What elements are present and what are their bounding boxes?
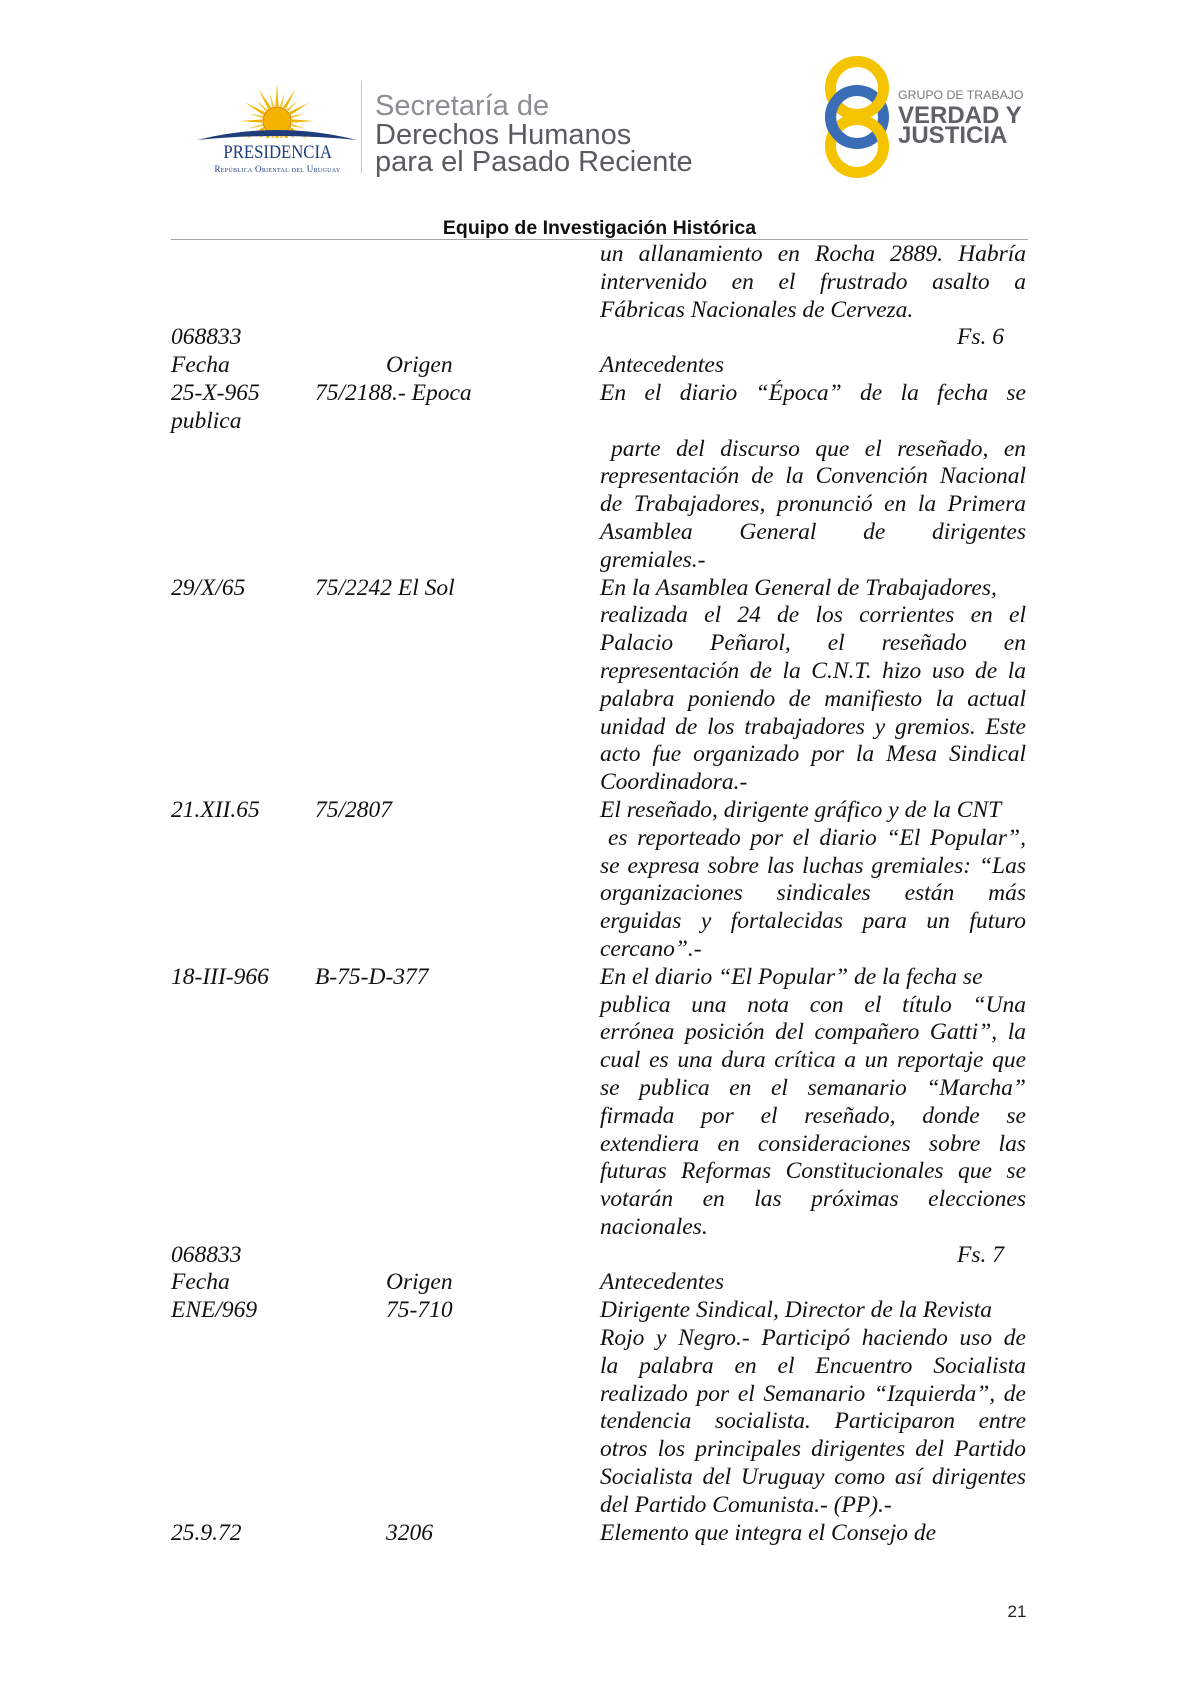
record-line xyxy=(0,658,1190,686)
sun-ray xyxy=(275,84,278,106)
record-line xyxy=(0,1436,1190,1464)
record-line xyxy=(0,1158,1190,1186)
column-heading-origin: Origen xyxy=(386,352,453,379)
record-line xyxy=(0,463,1190,491)
antecedentes-text: En el diario “El Popular” de la fecha se xyxy=(600,963,983,990)
column-heading-background: Antecedentes xyxy=(600,352,724,379)
antecedentes-text: Coordinadora.- xyxy=(600,769,748,796)
antecedentes-text: En el diario “Época” de la fecha se xyxy=(600,379,1026,406)
antecedentes-text: se publica en el semanario “Marcha” xyxy=(600,1074,1026,1101)
antecedentes-text: errónea posición del compañero Gatti”, la xyxy=(600,1019,1026,1046)
folio-number: Fs. 6 xyxy=(957,324,1004,351)
antecedentes-text: organizaciones sindicales están más xyxy=(600,880,1026,907)
record-line xyxy=(0,241,1190,269)
record-line xyxy=(0,1492,1190,1520)
logo-ring-middle-front xyxy=(831,94,844,140)
sun-ray xyxy=(249,124,263,129)
origin-cell: 75/2188.- Epoca xyxy=(315,379,472,406)
team-title: Equipo de Investigación Histórica xyxy=(442,217,757,239)
folio-number: Fs. 7 xyxy=(957,1241,1004,1268)
record-line xyxy=(0,1353,1190,1381)
grupo-line-1: GRUPO DE TRABAJO xyxy=(898,88,1024,102)
record-line xyxy=(0,519,1190,547)
antecedentes-text: futuras Reformas Constitucionales que se xyxy=(600,1158,1026,1185)
record-line xyxy=(0,992,1190,1020)
header-divider xyxy=(361,81,362,173)
record-line xyxy=(0,908,1190,936)
sun-ray xyxy=(270,93,275,107)
record-line xyxy=(0,741,1190,769)
origin-cell: B-75-D-377 xyxy=(315,963,429,990)
record-line xyxy=(0,1381,1190,1409)
verdad-justicia-logo xyxy=(820,52,895,182)
column-headings xyxy=(0,352,1190,380)
column-heading-date: Fecha xyxy=(171,1269,230,1296)
antecedentes-text: se expresa sobre las luchas gremiales: “Las xyxy=(600,852,1026,879)
presidencia-logo xyxy=(195,76,360,146)
record-line xyxy=(0,1408,1190,1436)
antecedentes-text: nacionales. xyxy=(600,1213,708,1240)
date-cell: 25.9.72 xyxy=(171,1519,242,1546)
record-line xyxy=(0,1131,1190,1159)
record-line xyxy=(0,686,1190,714)
record-line xyxy=(0,269,1190,297)
record-line xyxy=(0,825,1190,853)
antecedentes-text: representación de la Convención Nacional xyxy=(600,463,1026,490)
record-line xyxy=(0,297,1190,325)
antecedentes-text: parte del discurso que el reseñado, en xyxy=(611,435,1026,462)
record-line xyxy=(0,1464,1190,1492)
record-line xyxy=(0,547,1190,575)
antecedentes-text: de Trabajadores, pronunció en la Primera xyxy=(600,491,1026,518)
antecedentes-text: palabra poniendo de manifiesto la actual xyxy=(600,685,1026,712)
record-line xyxy=(0,630,1190,658)
presidencia-country: República Oriental del Uruguay xyxy=(214,164,341,174)
antecedentes-text: representación de la C.N.T. hizo uso de la xyxy=(600,657,1026,684)
sun-ray xyxy=(249,114,263,119)
date-cell: 18-III-966 xyxy=(171,963,269,990)
secretaria-line-3: para el Pasado Reciente xyxy=(375,146,693,178)
file-number: 068833 xyxy=(171,1241,242,1268)
antecedentes-text: cercano”.- xyxy=(600,935,702,962)
record-line xyxy=(0,964,1190,992)
antecedentes-text: Elemento que integra el Consejo de xyxy=(600,1519,937,1546)
secretaria-line-2: Derechos Humanos xyxy=(375,119,632,151)
antecedentes-text: Rojo y Negro.- Participó haciendo uso de xyxy=(600,1325,1026,1352)
record-line xyxy=(0,602,1190,630)
sun-ray xyxy=(289,103,309,116)
antecedentes-text: erguidas y fortalecidas para un futuro xyxy=(600,908,1026,935)
record-line xyxy=(0,880,1190,908)
antecedentes-text: gremiales.- xyxy=(600,546,706,573)
record-line xyxy=(0,797,1190,825)
record-line xyxy=(0,1325,1190,1353)
file-number: 068833 xyxy=(171,324,242,351)
record-line xyxy=(0,436,1190,464)
antecedentes-text: un allanamiento en Rocha 2889. Habría xyxy=(600,241,1026,267)
antecedentes-text: es reporteado por el diario “El Popular”, xyxy=(608,824,1026,851)
sun-ray xyxy=(240,119,262,122)
antecedentes-text: En la Asamblea General de Trabajadores, xyxy=(600,574,997,601)
column-headings xyxy=(0,1269,1190,1297)
antecedentes-text: Asamblea General de dirigentes xyxy=(600,518,1026,545)
antecedentes-text: Dirigente Sindical, Director de la Revista xyxy=(600,1297,993,1324)
record-line xyxy=(0,1103,1190,1131)
record-line xyxy=(0,769,1190,797)
antecedentes-text: Palacio Peñarol, el reseñado en xyxy=(600,630,1026,657)
file-header-line xyxy=(0,1242,1190,1270)
date-cell: 25-X-965 xyxy=(171,379,260,406)
sun-ray xyxy=(259,89,272,109)
antecedentes-text: votarán en las próximas elecciones xyxy=(600,1186,1026,1213)
page-number: 21 xyxy=(1007,1602,1027,1621)
record-line xyxy=(0,936,1190,964)
date-cell-overflow: publica xyxy=(171,407,242,434)
antecedentes-text: El reseñado, dirigente gráfico y de la CNT xyxy=(600,796,1002,823)
column-heading-background: Antecedentes xyxy=(600,1269,724,1296)
sun-ray xyxy=(291,114,305,119)
record-line xyxy=(0,575,1190,603)
date-cell: ENE/969 xyxy=(171,1297,258,1324)
record-line xyxy=(0,1214,1190,1242)
sun-ray xyxy=(291,124,305,129)
grupo-line-3: JUSTICIA xyxy=(898,122,1008,149)
date-cell: 21.XII.65 xyxy=(171,796,260,823)
antecedentes-text: Fábricas Nacionales de Cerveza. xyxy=(600,296,914,323)
record-line xyxy=(0,380,1190,408)
antecedentes-text: realizada el 24 de los corrientes en el xyxy=(600,602,1026,629)
secretaria-line-1: Secretaría de xyxy=(375,90,550,122)
presidencia-name: PRESIDENCIA xyxy=(223,142,332,163)
presidencia-wordmark xyxy=(195,141,360,165)
record-line xyxy=(0,1019,1190,1047)
origin-cell: 75/2807 xyxy=(315,796,393,823)
record-line xyxy=(0,1047,1190,1075)
antecedentes-text: acto fue organizado por la Mesa Sindical xyxy=(600,741,1026,768)
antecedentes-text: intervenido en el frustrado asalto a xyxy=(600,268,1026,295)
sun-ray xyxy=(245,103,265,116)
column-heading-origin: Origen xyxy=(386,1269,453,1296)
record-line xyxy=(0,408,1190,436)
column-heading-date: Fecha xyxy=(171,352,230,379)
antecedentes-text: Socialista del Uruguay como así dirigentes xyxy=(600,1464,1026,1491)
antecedentes-text: otros los principales dirigentes del Partido xyxy=(600,1436,1026,1463)
antecedentes-text: la palabra en el Encuentro Socialista xyxy=(600,1352,1026,1379)
file-header-line xyxy=(0,324,1190,352)
antecedentes-text: firmada por el reseñado, donde se xyxy=(600,1102,1026,1129)
antecedentes-text: extendiera en consideraciones sobre las xyxy=(600,1130,1026,1157)
sun-ray xyxy=(283,89,296,109)
sun-ray xyxy=(292,119,314,122)
record-line xyxy=(0,491,1190,519)
antecedentes-text: realizado por el Semanario “Izquierda”, de xyxy=(600,1380,1026,1407)
antecedentes-text: cual es una dura crítica a un reportaje que xyxy=(600,1047,1026,1074)
record-line xyxy=(0,853,1190,881)
header-rule xyxy=(171,239,1028,240)
record-line xyxy=(0,714,1190,742)
sun-ray xyxy=(280,93,285,107)
horizon-arc xyxy=(197,130,357,140)
date-cell: 29/X/65 xyxy=(171,574,246,601)
grupo-line-2: VERDAD Y xyxy=(898,102,1022,129)
record-line xyxy=(0,1075,1190,1103)
origin-cell: 75-710 xyxy=(386,1297,453,1324)
record-line xyxy=(0,1520,1190,1548)
antecedentes-text: del Partido Comunista.- (PP).- xyxy=(600,1491,892,1518)
sun-icon xyxy=(240,84,314,146)
record-line xyxy=(0,1297,1190,1325)
record-line xyxy=(0,1186,1190,1214)
antecedentes-text: publica una nota con el título “Una xyxy=(600,991,1026,1018)
antecedentes-text: tendencia socialista. Participaron entre xyxy=(600,1408,1026,1435)
origin-cell: 3206 xyxy=(386,1519,433,1546)
origin-cell: 75/2242 El Sol xyxy=(315,574,455,601)
antecedentes-text: unidad de los trabajadores y gremios. Este xyxy=(600,713,1026,740)
records-body xyxy=(0,241,1190,1547)
